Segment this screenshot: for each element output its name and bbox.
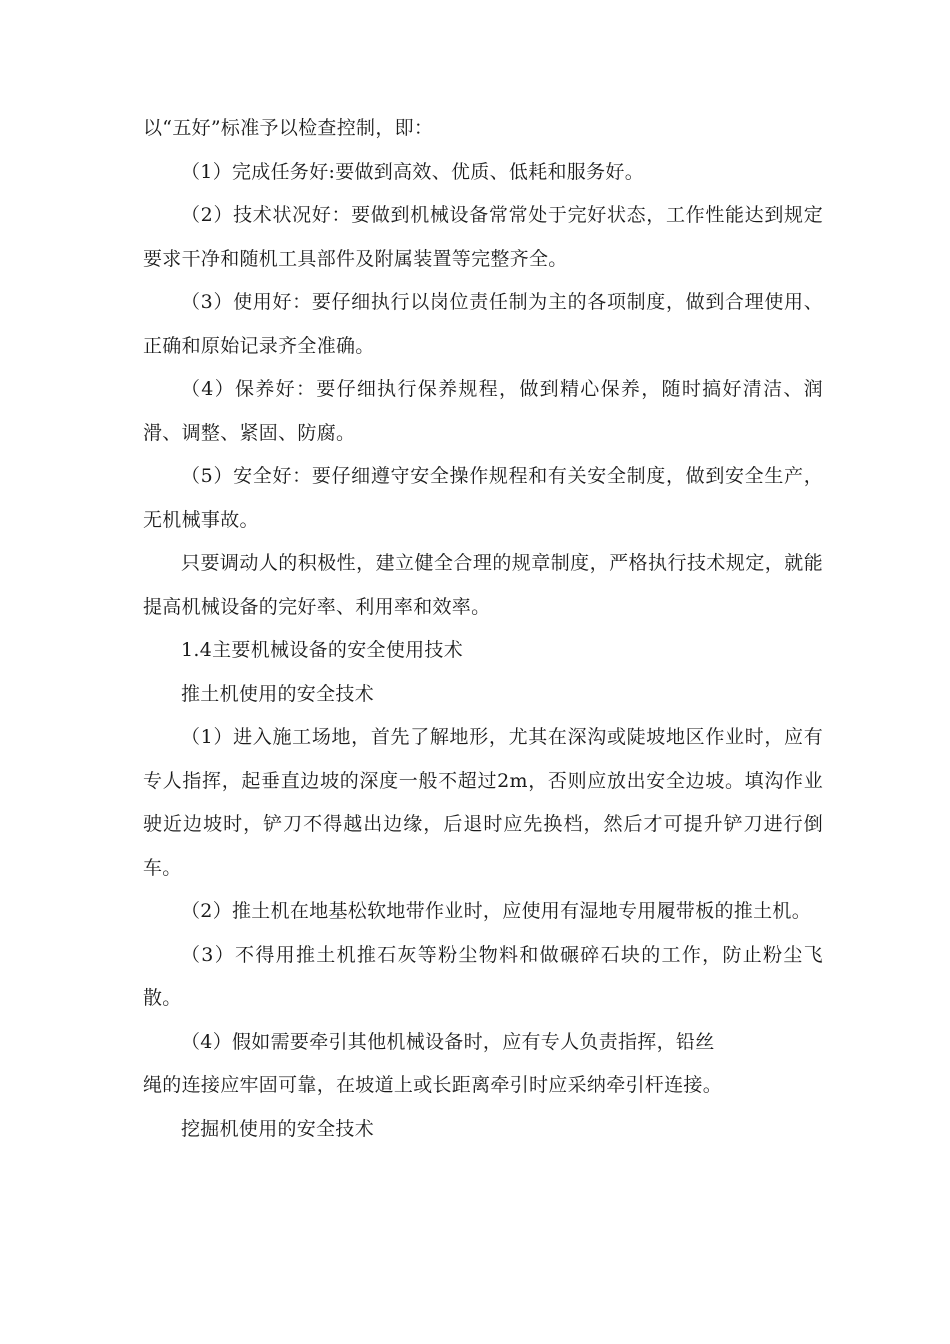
document-body bbox=[143, 107, 823, 1151]
list-item-2: （2）技术状况好：要做到机械设备常常处于完好状态，工作性能达到规定要求干净和随机工具部件及附属装置等完整齐全。 bbox=[143, 204, 823, 270]
bulldozer-item-4-line2: 绳的连接应牢固可靠，在坡道上或长距离牵引时应采纳牵引杆连接。 bbox=[143, 1074, 723, 1096]
list-item-1: （1）完成任务好:要做到高效、优质、低耗和服务好。 bbox=[181, 160, 644, 183]
bulldozer-item-4-line1: （4）假如需要牵引其他机械设备时，应有专人负责指挥，铅丝 bbox=[181, 1030, 715, 1053]
list-item-4: （4）保养好：要仔细执行保养规程，做到精心保养，随时搞好清洁、润滑、调整、紧固、防腐。 bbox=[143, 378, 823, 444]
summary-paragraph: 只要调动人的积极性，建立健全合理的规章制度，严格执行技术规定，就能提高机械设备的完好率、利用率和效率。 bbox=[143, 552, 823, 618]
subsection-heading-excavator: 挖掘机使用的安全技术 bbox=[181, 1117, 375, 1140]
bulldozer-item-1: （1）进入施工场地，首先了解地形，尤其在深沟或陡坡地区作业时，应有专人指挥，起垂直边坡的深度一般不超过2m，否则应放出安全边坡。填沟作业驶近边坡时，铲刀不得越出边缘，后退时应先换档，然后才可提升铲刀进行倒车。 bbox=[143, 726, 823, 879]
bulldozer-item-3: （3）不得用推土机推石灰等粉尘物料和做碾碎石块的工作，防止粉尘飞散。 bbox=[143, 943, 823, 1009]
list-item-3: （3）使用好：要仔细执行以岗位责任制为主的各项制度，做到合理使用、正确和原始记录齐全准确。 bbox=[143, 291, 823, 357]
subsection-heading-bulldozer: 推土机使用的安全技术 bbox=[181, 682, 375, 705]
intro-paragraph: 以“五好”标准予以检查控制，即： bbox=[143, 117, 434, 139]
bulldozer-item-2: （2）推土机在地基松软地带作业时，应使用有湿地专用履带板的推土机。 bbox=[181, 900, 811, 922]
section-heading: 1.4主要机械设备的安全使用技术 bbox=[181, 639, 464, 661]
list-item-5: （5）安全好：要仔细遵守安全操作规程和有关安全制度，做到安全生产，无机械事故。 bbox=[143, 465, 823, 531]
